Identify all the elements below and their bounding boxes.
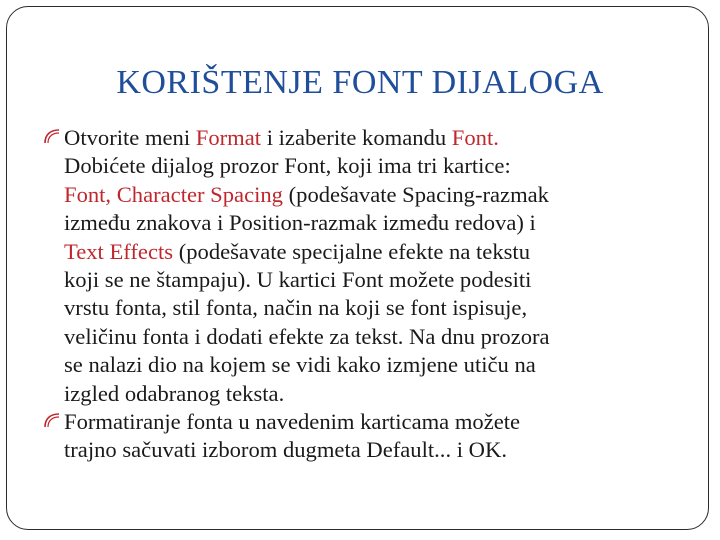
- bullet-1-line-1: Otvorite meni Format i izaberite komandu Font.: [64, 125, 499, 150]
- slide-body: [44, 124, 684, 465]
- bullet-item-2: [44, 408, 684, 465]
- bullet-1-line-10: izgled odabranog teksta.: [64, 380, 285, 406]
- slide-title: KORIŠTENJE FONT DIJALOGA: [116, 64, 604, 101]
- bullet-1-line-3: Font, Character Spacing (podešavate Spacing-razmak: [64, 181, 549, 207]
- bullet-1-line-2: Dobićete dijalog prozor Font, koji ima tri kartice:: [64, 153, 511, 179]
- text-effects-term: Text Effects: [64, 238, 174, 264]
- bullet-1-line-6: koji se ne štampaju). U kartici Font možete podesiti: [64, 267, 532, 293]
- bullet-1-line-7: vrstu fonta, stil fonta, način na koji se font ispisuje,: [64, 295, 528, 321]
- bullet-item-1: [44, 124, 684, 408]
- bullet-2-line-1: Formatiranje fonta u navedenim karticama možete: [64, 409, 521, 435]
- curved-arc-icon: [42, 127, 62, 147]
- bullet-1-line-5: Text Effects (podešavate specijalne efekte na tekstu: [64, 238, 530, 264]
- curved-arc-icon: [42, 411, 62, 431]
- bullet-1-line-8: veličinu fonta i dodati efekte za tekst. Na dnu prozora: [64, 323, 550, 349]
- bullet-1-line-4: između znakova i Position-razmak između redova) i: [64, 210, 536, 236]
- tab-names-term: Font, Character Spacing: [64, 181, 283, 207]
- format-menu-term: Format: [195, 125, 262, 150]
- font-command-term: Font.: [451, 125, 499, 150]
- bullet-2-line-2: trajno sačuvati izborom dugmeta Default... i OK.: [64, 437, 507, 463]
- bullet-1-line-9: se nalazi dio na kojem se vidi kako izmjene utiču na: [64, 352, 536, 378]
